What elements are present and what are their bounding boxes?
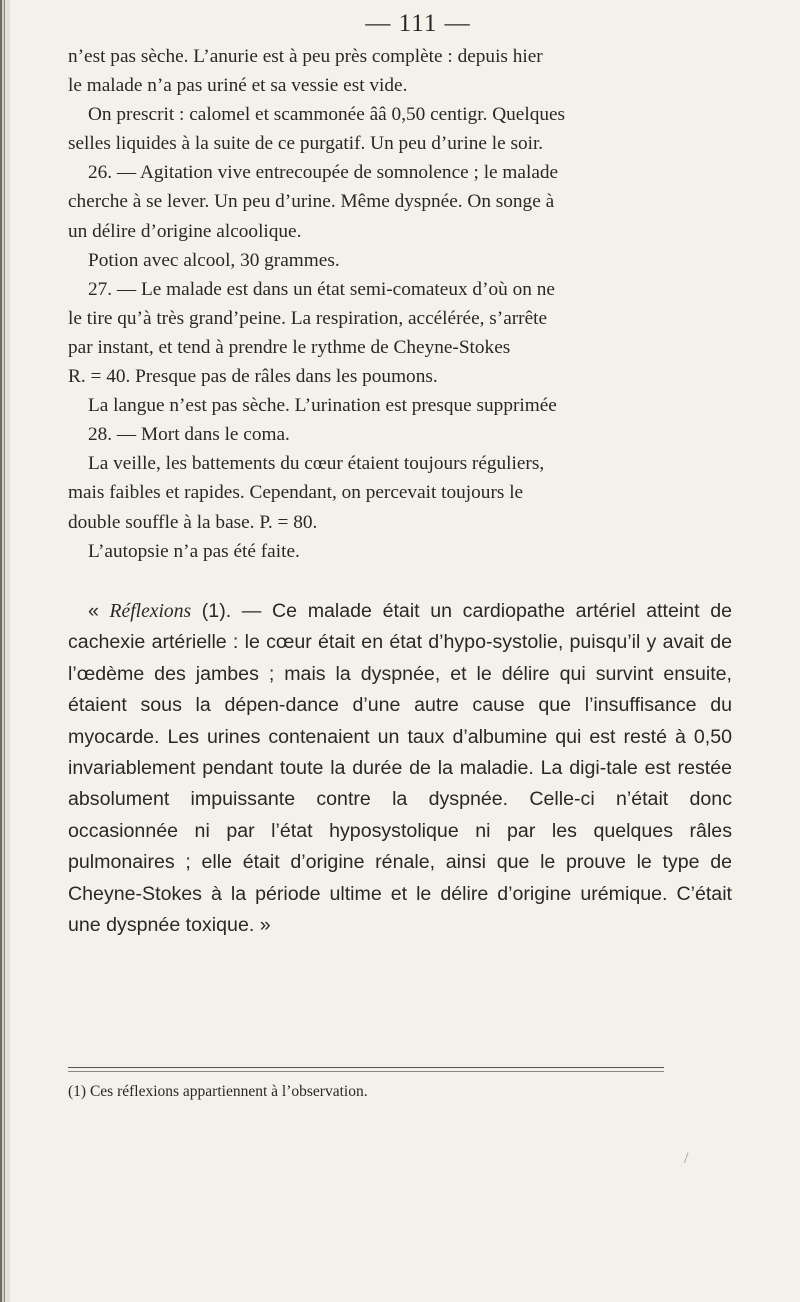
- observation-line: 28. — Mort dans le coma.: [88, 424, 290, 446]
- reflexions-title: Réflexions: [109, 601, 192, 622]
- observation-line: par instant, et tend à prendre le rythme de Cheyne-Stokes: [68, 336, 511, 358]
- open-quote: «: [88, 600, 110, 622]
- observation-line: le malade n’a pas uriné et sa vessie est vide.: [68, 75, 408, 97]
- reflexions-section: [68, 596, 732, 941]
- observation-line: L’autopsie n’a pas été faite.: [88, 540, 300, 562]
- observation-line: 26. — Agitation vive entrecoupée de somnolence ; le malade: [88, 162, 559, 184]
- reflexions-paragraph: [68, 596, 732, 941]
- observation-line: n’est pas sèche. L’anurie est à peu près complète : depuis hier: [68, 46, 543, 67]
- footnote-reference: (1). —: [191, 600, 273, 622]
- footnote-rule-thin: [68, 1071, 664, 1072]
- observation-line: mais faibles et rapides. Cependant, on percevait toujours le: [68, 482, 524, 504]
- observation-line: Potion avec alcool, 30 grammes.: [88, 249, 340, 271]
- observation-line: R. = 40. Presque pas de râles dans les poumons.: [68, 366, 438, 388]
- observation-line: 27. — Le malade est dans un état semi-comateux d’où on ne: [88, 278, 555, 300]
- reflexions-body: Ce malade était un cardiopathe artériel atteint de cachexie artérielle : le cœur était en état d’hypo-systolie, puisqu’il y avait de l’œdème des jambes ; mais la dyspnée, et le délire qui survint ensuite, étaient sous la dépen-dance d’une autre cause que l’insuffisance du myocarde. Les urines contenaient un taux d’albumine qui est resté à 0,50 invariablement pendant toute la durée de la maladie. La digi-tale est restée absolument impuissante contre la dyspnée. Celle-ci n’était donc occasionnée ni par l’état hyposystolique ni par les quelques râles pulmonaires ; elle était d’origine rénale, ainsi que le prouve le type de Cheyne-Stokes à la période ultime et le délire d’origine urémique. C’était une dyspnée toxique. »: [68, 600, 732, 937]
- observation-line: La langue n’est pas sèche. L’urination est presque supprimée: [88, 395, 557, 417]
- page-number: — 111 —: [365, 10, 471, 37]
- footnote-rule: [68, 1067, 664, 1068]
- observation-line: le tire qu’à très grand’peine. La respiration, accélérée, s’arrête: [68, 307, 548, 329]
- observation-line: un délire d’origine alcoolique.: [68, 220, 302, 242]
- observation-line: La veille, les battements du cœur étaient toujours réguliers,: [88, 453, 545, 475]
- observation-line: selles liquides à la suite de ce purgatif. Un peu d’urine le soir.: [68, 133, 544, 155]
- stray-pencil-mark: /: [684, 1150, 689, 1167]
- observation-line: cherche à se lever. Un peu d’urine. Même dyspnée. On songe à: [68, 191, 555, 213]
- page-binding-edge: [0, 0, 10, 1302]
- observation-line: On prescrit : calomel et scammonée ââ 0,50 centigr. Quelques: [88, 104, 566, 126]
- footnote: (1) Ces réflexions appartiennent à l’observation.: [68, 1083, 368, 1100]
- observation-line: double souffle à la base. P. = 80.: [68, 511, 318, 533]
- observation-text: [68, 42, 732, 566]
